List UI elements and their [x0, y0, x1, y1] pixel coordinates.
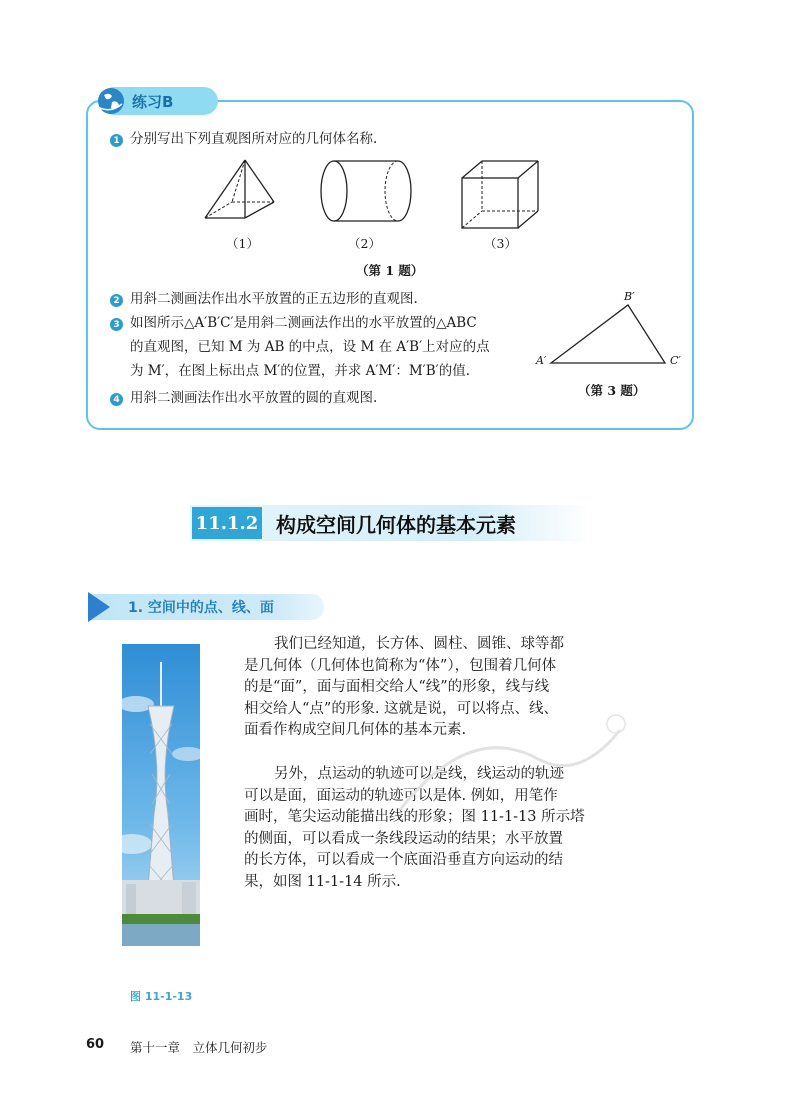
- triangle-label-c: C′: [670, 354, 681, 367]
- watermark: [380, 700, 640, 830]
- figure-caption: 图 11-1-13: [130, 990, 193, 1003]
- section-number: 11.1.2: [192, 507, 262, 539]
- canton-tower-photo: [122, 644, 200, 946]
- paragraph-2-line-2: 可以是面，面运动的轨迹可以是体. 例如，用笔作: [244, 787, 558, 804]
- chapter-footer: 第十一章 立体几何初步: [130, 1040, 268, 1055]
- figure-label-1: （1）: [226, 236, 259, 251]
- subsection-title: 1. 空间中的点、线、面: [128, 600, 274, 616]
- paragraph-1-line-1: 我们已经知道，长方体、圆柱、圆锥、球等都: [274, 636, 564, 652]
- exercise-tab: [100, 87, 218, 115]
- question-4-number: 4: [110, 393, 123, 406]
- page-number: 60: [86, 1037, 105, 1052]
- figure-3-caption: （第 3 题）: [578, 383, 646, 398]
- triangle-figure: [548, 302, 668, 366]
- question-1-number: 1: [110, 134, 123, 147]
- paragraph-2-line-5: 的长方体，可以看成一个底面沿垂直方向运动的结: [244, 852, 563, 868]
- triangle-label-b: B′: [624, 290, 635, 303]
- question-2-text: 用斜二测画法作出水平放置的正五边形的直观图.: [130, 291, 418, 307]
- paragraph-2-line-4: 的侧面，可以看成一条线段运动的结果；水平放置: [244, 830, 563, 847]
- figure-label-2: （2）: [348, 236, 381, 251]
- question-3-line-1: 如图所示△A′B′C′是用斜二测画法作出的水平放置的△ABC: [130, 315, 477, 331]
- cube-figure: [458, 158, 544, 232]
- paragraph-2-line-6: 果，如图 11-1-14 所示.: [244, 873, 401, 890]
- paragraph-2-line-1: 另外，点运动的轨迹可以是线，线运动的轨迹: [274, 766, 564, 782]
- section-title: 构成空间几何体的基本元素: [276, 513, 516, 537]
- cylinder-figure: [318, 158, 414, 226]
- paragraph-2-line-3: 画时，笔尖运动能描出线的形象；图 11-1-13 所示塔: [244, 809, 585, 825]
- paragraph-1-line-4: 相交给人“点”的形象. 这就是说，可以将点、线、: [244, 700, 559, 717]
- triangle-label-a: A′: [536, 354, 547, 367]
- figure-label-3: （3）: [484, 236, 517, 251]
- arrow-icon: [88, 592, 110, 622]
- question-4-text: 用斜二测画法作出水平放置的圆的直观图.: [130, 390, 378, 406]
- pyramid-figure: [200, 158, 280, 224]
- paragraph-1-line-2: 是几何体（几何体也简称为“体”），包围着几何体: [244, 657, 557, 674]
- question-2-number: 2: [110, 294, 123, 307]
- question-3-line-2: 的直观图，已知 M 为 AB 的中点，设 M 在 A′B′上对应的点: [130, 339, 490, 355]
- figure-1-caption: （第 1 题）: [356, 263, 424, 278]
- paragraph-1-line-5: 面看作构成空间几何体的基本元素.: [244, 722, 467, 738]
- paragraph-1-line-3: 的是“面”，面与面相交给人“线”的形象，线与线: [244, 679, 550, 695]
- exercise-tab-label: 练习B: [132, 92, 174, 111]
- globe-icon: [96, 86, 126, 116]
- question-3-line-3: 为 M′，在图上标出点 M′的位置，并求 A′M′：M′B′的值.: [130, 363, 471, 379]
- question-3-number: 3: [110, 318, 123, 331]
- question-1-text: 分别写出下列直观图所对应的几何体名称.: [130, 131, 378, 147]
